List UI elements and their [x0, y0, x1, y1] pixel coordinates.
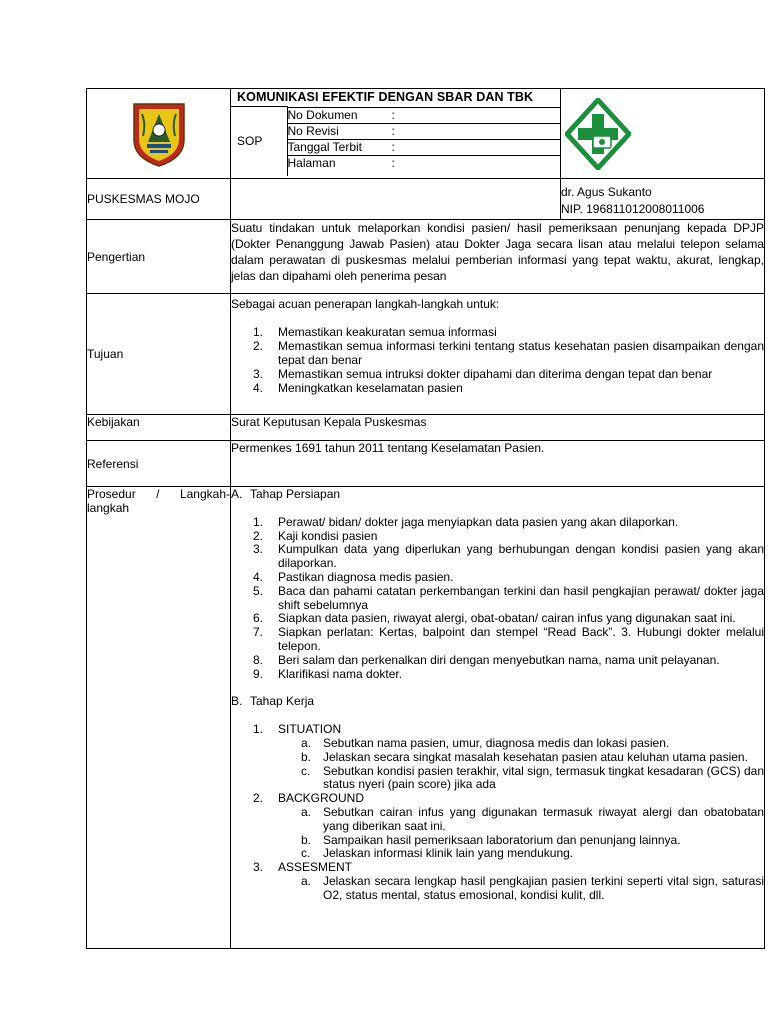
list-item: 2. Memastikan semua informasi terkini tentang status kesehatan pasien disampaikan dengan tepat dan benar [253, 339, 764, 367]
sop-label: SOP [231, 107, 287, 176]
section-a-heading: A. Tahap Persiapan [231, 487, 341, 501]
list-item: c. Jelaskan informasi klinik lain yang mendukung. [301, 846, 574, 861]
list-item: c. Sebutkan kondisi pasien terakhir, vital sign, termasuk tingkat kesadaran (GCS) dan status nyeri (pain score) jika ada [301, 763, 764, 792]
list-item: 1. Perawat/ bidan/ dokter jaga menyiapkan data pasien yang akan dilaporkan. [253, 514, 679, 529]
list-item: a. Sebutkan nama pasien, umur, diagnosa medis dan lokasi pasien. [301, 735, 670, 750]
kebijakan-text: Surat Keputusan Kepala Puskesmas [231, 415, 765, 441]
background-list [231, 806, 764, 861]
list-item: b. Jelaskan secara singkat masalah kesehatan pasien atau keluhan utama pasien. [301, 749, 748, 764]
list-item: 4. Meningkatkan keselamatan pasien [253, 381, 463, 395]
list-item: 3. Kumpulkan data yang diperlukan yang berhubungan dengan kondisi pasien yang akan dilaporkan. [253, 542, 764, 571]
list-item: 1. Memastikan keakuratan semua informasi [253, 325, 497, 339]
row-label-kebijakan: Kebijakan [87, 415, 231, 441]
title-meta-cell [231, 89, 561, 179]
list-item: 1. SITUATION [253, 722, 342, 737]
meta-colon: : [391, 107, 395, 122]
pengertian-text: Suatu tindakan untuk melaporkan kondisi pasien/ hasil pemeriksaan penunjang kepada DPJP (Dokter Penanggung Jawab Pasien) atau Dokter Jaga secara lisan atau melalui telepon selama dalam perawatan di puskesmas melalui pemberian informasi yang tepat waktu, akurat, lengkap, jelas dan dipahami oleh penerima pesan [231, 220, 765, 294]
section-a-list [231, 516, 764, 682]
row-label-prosedur: Prosedur / Langkah-langkah [87, 487, 231, 949]
list-item: 8. Beri salam dan perkenalkan diri dengan menyebutkan nama, nama unit pelayanan. [253, 652, 720, 667]
meta-colon: : [391, 123, 395, 138]
puskesmas-cross-logo-icon [565, 98, 631, 170]
list-item: 6. Siapkan data pasien, riwayat alergi, obat-obatan/ cairan infus yang digunakan saat ini. [253, 611, 736, 626]
meta-label: Tanggal Terbit [287, 139, 362, 154]
section-b-list [231, 861, 764, 875]
meta-label: No Dokumen [287, 107, 358, 122]
situation-list [231, 737, 764, 792]
tujuan-list [231, 325, 764, 395]
regency-crest-icon [130, 100, 188, 168]
signer-name: dr. Agus Sukanto [561, 185, 652, 199]
document-meta [288, 107, 561, 176]
clinic-logo-cell [561, 89, 765, 179]
meta-colon: : [391, 155, 395, 170]
signer-nip: NIP. 196811012008011006 [561, 202, 705, 216]
list-item: 4. Pastikan diagnosa medis pasien. [253, 569, 454, 584]
section-b-list [231, 723, 764, 737]
list-item: 2. BACKGROUND [253, 791, 365, 806]
meta-label: Halaman [287, 155, 336, 170]
tujuan-intro: Sebagai acuan penerapan langkah-langkah untuk: [231, 297, 500, 311]
row-label-referensi: Referensi [87, 441, 231, 487]
document-title: KOMUNIKASI EFEKTIF DENGAN SBAR DAN TBK [237, 90, 534, 104]
meta-colon: : [391, 139, 395, 154]
meta-label: No Revisi [287, 123, 339, 138]
crest-logo-cell [87, 89, 231, 179]
list-item: 9. Klarifikasi nama dokter. [253, 666, 403, 681]
list-item: 5. Baca dan pahami catatan perkembangan terkini dan hasil pengkajian perawat/ dokter jaga shift sebelumnya [253, 583, 764, 612]
sop-table [86, 88, 765, 949]
section-b-list [231, 792, 764, 806]
list-item: b. Sampaikan hasil pemeriksaan laboratorium dan penunjang lainnya. [301, 832, 681, 847]
list-item: 7. Siapkan perlatan: Kertas, balpoint dan stempel “Read Back”. 3. Hubungi dokter melalui telepon. [253, 625, 764, 653]
section-b-heading: B. Tahap Kerja [231, 694, 315, 709]
list-item: 3. ASSESMENT [253, 860, 353, 875]
empty-cell [231, 179, 561, 220]
list-item: a. Sebutkan cairan infus yang digunakan termasuk riwayat alergi dan obatobatan yang diberikan saat ini. [301, 804, 764, 833]
list-item: 3. Memastikan semua intruksi dokter dipahami dan diterima dengan tepat dan benar [253, 367, 713, 381]
row-label-pengertian: Pengertian [87, 220, 231, 294]
referensi-text: Permenkes 1691 tahun 2011 tentang Keselamatan Pasien. [231, 441, 765, 487]
list-item: a. Jelaskan secara lengkap hasil pengkajian pasien terkini seperti vital sign, saturasi O2, status mental, status emosional, kondisi kulit, dll. [301, 873, 764, 902]
puskesmas-name: PUSKESMAS MOJO [87, 179, 231, 220]
list-item: 2. Kaji kondisi pasien [253, 528, 378, 543]
row-label-tujuan: Tujuan [87, 294, 231, 415]
assesment-list [231, 875, 764, 903]
